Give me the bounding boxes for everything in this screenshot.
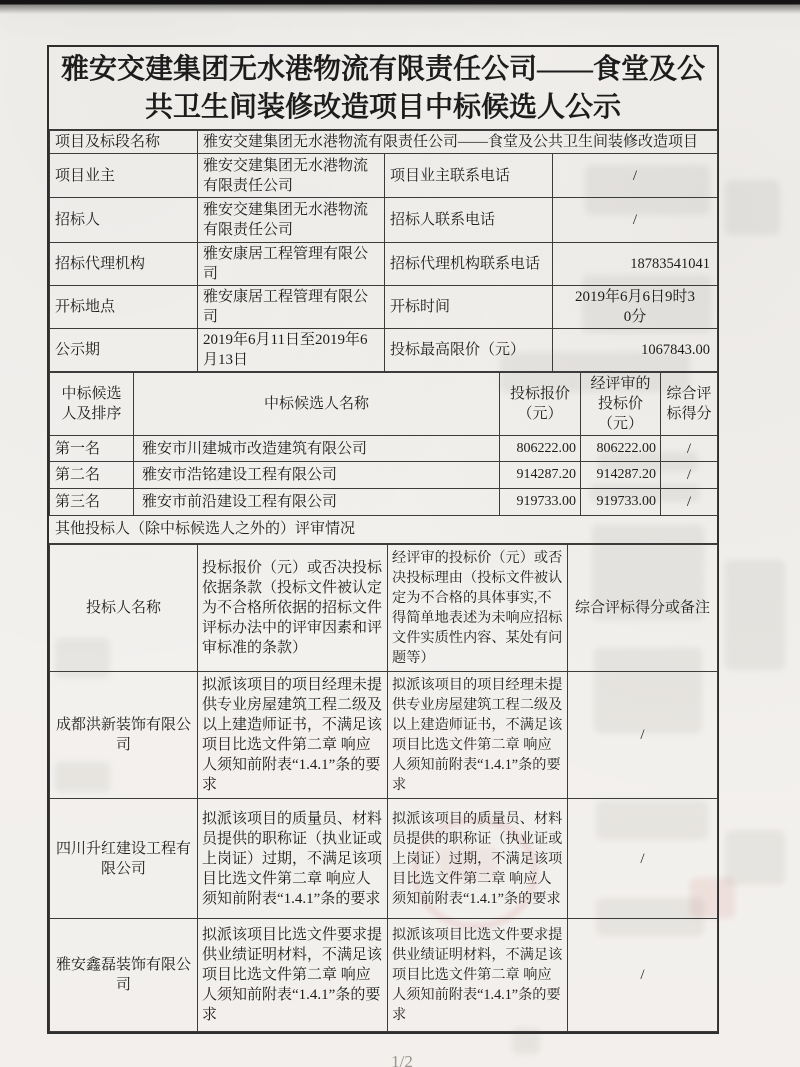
info-label: 招标人联系电话 [385,198,553,243]
bleedthrough-smudge [725,180,780,235]
bidder-bid-clause: 拟派该项目比选文件要求提供业绩证明材料，不满足该项目比选文件第二章 响应人须知前附表“1.4.1”条的要求 [198,919,388,1032]
candidate-score: / [661,462,718,489]
info-label: 项目及标段名称 [50,131,198,154]
bidder-evaluated-reason: 拟派该项目的质量员、材料员提供的职称证（执业证或上岗证）过期，不满足该项目比选文件第二章 响应人须知前附表“1.4.1”条的要求 [388,799,568,919]
bidder-evaluated-reason: 拟派该项目比选文件要求提供业绩证明材料，不满足该项目比选文件第二章 响应人须知前附表“1.4.1”条的要求 [388,919,568,1032]
announcement-table [47,45,719,1034]
bidder-score: / [568,672,718,799]
info-value: 18783541041 [553,243,718,286]
bidder-score: / [568,799,718,919]
info-value: 雅安康居工程管理有限公司 [198,243,385,286]
info-label: 投标最高限价（元） [385,329,553,372]
info-value: / [553,154,718,198]
column-header-score: 综合评标得分 [661,373,718,436]
bidder-name: 雅安鑫磊装饰有限公司 [50,919,198,1032]
candidate-row [50,489,718,516]
other-bidder-row [50,919,718,1032]
bidder-name: 成都洪新装饰有限公司 [50,672,198,799]
info-value: 雅安康居工程管理有限公司 [198,286,385,329]
candidate-rank: 第一名 [50,436,134,462]
column-header-evaluated-reason: 经评审的投标价（元）或否决投标理由（投标文件被认定为不合格的具体事实,不得简单地表述为未响应招标文件实质性内容、某处有问题等） [388,545,568,672]
candidate-name: 雅安市前沿建设工程有限公司 [134,489,500,516]
other-bidders-section-title: 其他投标人（除中标候选人之外的）评审情况 [49,516,717,544]
info-value: 雅安交建集团无水港物流有限责任公司 [198,198,385,243]
candidate-name: 雅安市浩铭建设工程有限公司 [134,462,500,489]
candidate-score: / [661,436,718,462]
column-header-rank: 中标候选人及排序 [50,373,134,436]
project-info-table [49,130,718,372]
info-label: 招标代理机构 [50,243,198,286]
column-header-evaluated-price: 经评审的投标价（元） [581,373,661,436]
info-value: / [553,198,718,243]
candidate-score: / [661,489,718,516]
column-header-name: 中标候选人名称 [134,373,500,436]
candidate-evaluated-price: 919733.00 [581,489,661,516]
candidate-evaluated-price: 914287.20 [581,462,661,489]
info-label: 项目业主联系电话 [385,154,553,198]
info-value: 雅安交建集团无水港物流有限责任公司——食堂及公共卫生间装修改造项目 [198,131,718,154]
info-value: 2019年6月6日9时30分 [553,286,718,329]
bidder-evaluated-reason: 拟派该项目的项目经理未提供专业房屋建筑工程二级及以上建造师证书，不满足该项目比选文件第二章 响应人须知前附表“1.4.1”条的要求 [388,672,568,799]
info-label: 开标地点 [50,286,198,329]
other-bidders-table [49,544,718,1032]
info-label: 招标人 [50,198,198,243]
other-bidder-row [50,799,718,919]
candidate-evaluated-price: 806222.00 [581,436,661,462]
info-value: 1067843.00 [553,329,718,372]
bidder-bid-clause: 拟派该项目的项目经理未提供专业房屋建筑工程二级及以上建造师证书，不满足该项目比选文件第二章 响应人须知前附表“1.4.1”条的要求 [198,672,388,799]
info-label: 开标时间 [385,286,553,329]
bleedthrough-smudge [725,560,785,670]
candidate-bid-price: 914287.20 [500,462,581,489]
info-label: 招标代理机构联系电话 [385,243,553,286]
bleedthrough-smudge [725,830,785,885]
candidate-rank: 第三名 [50,489,134,516]
candidate-name: 雅安市川建城市改造建筑有限公司 [134,436,500,462]
column-header-score-remark: 综合评标得分或备注 [568,545,718,672]
column-header-bidder-name: 投标人名称 [50,545,198,672]
document-title: 雅安交建集团无水港物流有限责任公司——食堂及公共卫生间装修改造项目中标候选人公示 [49,47,717,130]
bidder-bid-clause: 拟派该项目的质量员、材料员提供的职称证（执业证或上岗证）过期，不满足该项目比选文件第二章 响应人须知前附表“1.4.1”条的要求 [198,799,388,919]
info-value: 2019年6月11日至2019年6月13日 [198,329,385,372]
page-number: 1/2 [391,1052,413,1067]
info-value: 雅安交建集团无水港物流有限责任公司 [198,154,385,198]
candidate-row [50,462,718,489]
scan-edge-shadow [0,0,800,14]
candidate-bid-price: 806222.00 [500,436,581,462]
bidder-name: 四川升红建设工程有限公司 [50,799,198,919]
column-header-bid-price: 投标报价（元） [500,373,581,436]
candidate-bid-price: 919733.00 [500,489,581,516]
candidate-rank: 第二名 [50,462,134,489]
candidates-table [49,372,718,516]
column-header-bid-clause: 投标报价（元）或否决投标依据条款（投标文件被认定为不合格所依据的招标文件评标办法中的评审因素和评审标准的条款） [198,545,388,672]
bidder-score: / [568,919,718,1032]
other-bidder-row [50,672,718,799]
info-label: 公示期 [50,329,198,372]
candidate-row [50,436,718,462]
info-label: 项目业主 [50,154,198,198]
